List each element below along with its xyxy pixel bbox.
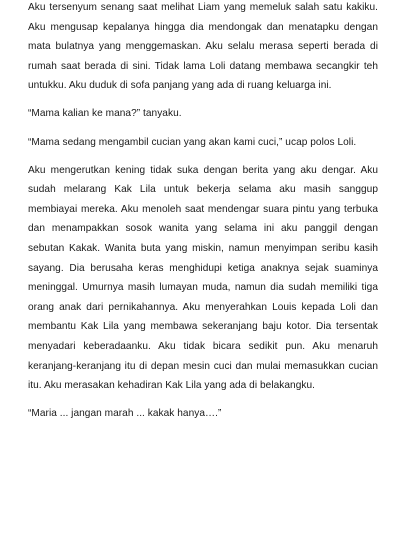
paragraph-maria-dialogue: “Maria ... jangan marah ... kakak hanya….”	[28, 408, 222, 420]
paragraph-question: “Mama kalian ke mana?” tanyaku.	[28, 108, 182, 120]
paragraph-loli-answer: “Mama sedang mengambil cucian yang akan kami cuci,” ucap polos Loli.	[28, 136, 357, 148]
paragraph-kak-lila: Aku mengerutkan kening tidak suka dengan berita yang aku dengar. Aku sudah melarang Kak Lila untuk bekerja selama aku masih sanggup membiayai mereka. Aku menoleh saat mendengar suara pintu yang terbuka dan menampakkan sosok wanita yang selama ini aku panggil dengan sebutan Kakak. Wanita buta yang miskin, namun menyimpan seribu kasih sayang. Dia berusaha keras menghidupi ketiga anaknya sejak suaminya meninggal. Umurnya masih lumayan muda, namun dia sudah memiliki tiga orang anak dari pernikahannya. Aku menyerahkan Louis kepada Loli dan membantu Kak Lila yang membawa sekeranjang baju kotor. Dia tersentak menyadari keberadaanku. Aku tidak bicara sedikit pun. Aku menaruh keranjang-keranjang itu di depan mesin cuci dan mulai memasukkan cucian itu. Aku merasakan kehadiran Kak Lila yang ada di belakangku.	[28, 164, 378, 392]
paragraph-liam-greeting: Aku tersenyum senang saat melihat Liam yang memeluk salah satu kakiku. Aku mengusap kepalanya hingga dia mendongak dan menatapku dengan mata bulatnya yang menggemaskan. Aku selalu merasa seperti berada di rumah saat berada di sini. Tidak lama Loli datang membawa secangkir teh untukku. Aku duduk di sofa panjang yang ada di ruang keluarga ini.	[28, 2, 378, 92]
document-page	[28, 0, 378, 432]
